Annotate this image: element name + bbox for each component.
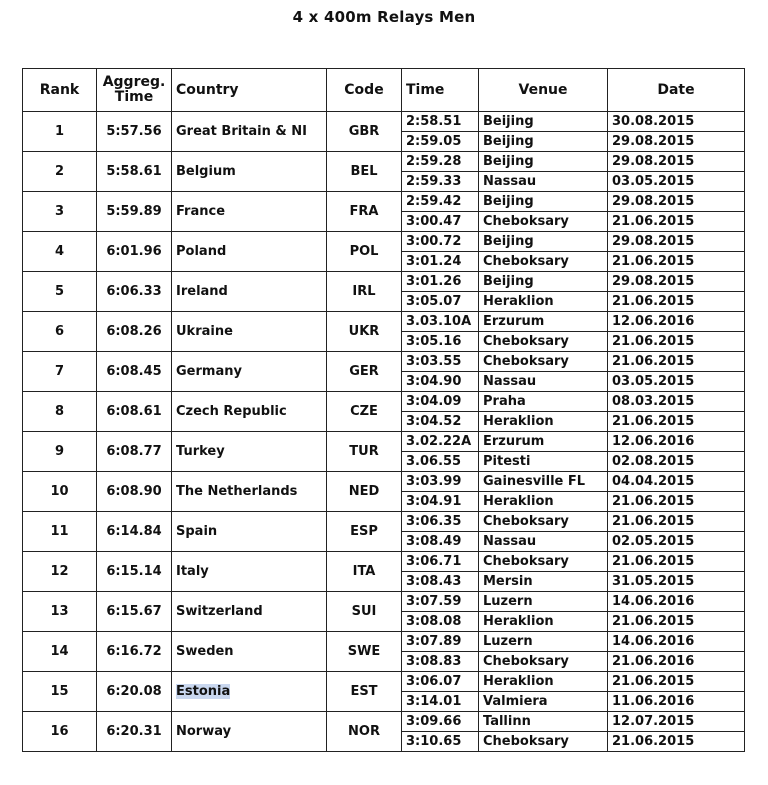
result-venue-cell: Cheboksary — [479, 352, 608, 372]
code-cell: CZE — [327, 392, 402, 432]
result-venue-cell: Cheboksary — [479, 552, 608, 572]
code-cell: FRA — [327, 192, 402, 232]
aggreg-time-cell: 6:08.90 — [97, 472, 172, 512]
table-row — [23, 432, 745, 452]
result-time-cell: 3:05.07 — [402, 292, 479, 312]
code-cell: SUI — [327, 592, 402, 632]
result-date-cell: 21.06.2015 — [608, 612, 745, 632]
rank-cell: 7 — [23, 352, 97, 392]
header-aggreg-time — [97, 69, 172, 112]
rank-cell: 3 — [23, 192, 97, 232]
header-aggreg-line1: Aggreg. — [102, 74, 166, 90]
aggreg-time-cell: 6:08.26 — [97, 312, 172, 352]
code-cell: IRL — [327, 272, 402, 312]
country-name: Belgium — [176, 164, 236, 179]
code-cell: SWE — [327, 632, 402, 672]
table-row — [23, 512, 745, 532]
result-venue-cell: Cheboksary — [479, 332, 608, 352]
result-venue-cell: Beijing — [479, 272, 608, 292]
result-venue-cell: Mersin — [479, 572, 608, 592]
result-date-cell: 08.03.2015 — [608, 392, 745, 412]
country-cell — [172, 512, 327, 552]
table-row — [23, 632, 745, 652]
result-venue-cell: Erzurum — [479, 432, 608, 452]
result-time-cell: 3:08.49 — [402, 532, 479, 552]
country-name: Estonia — [176, 684, 231, 699]
result-venue-cell: Erzurum — [479, 312, 608, 332]
result-date-cell: 21.06.2015 — [608, 512, 745, 532]
rank-cell: 2 — [23, 152, 97, 192]
country-name: Sweden — [176, 644, 234, 659]
result-venue-cell: Heraklion — [479, 612, 608, 632]
result-time-cell: 2:59.42 — [402, 192, 479, 212]
aggreg-time-cell: 6:01.96 — [97, 232, 172, 272]
result-venue-cell: Cheboksary — [479, 652, 608, 672]
country-cell — [172, 712, 327, 752]
code-cell: TUR — [327, 432, 402, 472]
rank-cell: 6 — [23, 312, 97, 352]
country-name: Italy — [176, 564, 209, 579]
table-row — [23, 232, 745, 252]
result-venue-cell: Nassau — [479, 372, 608, 392]
result-date-cell: 14.06.2016 — [608, 632, 745, 652]
result-date-cell: 14.06.2016 — [608, 592, 745, 612]
result-venue-cell: Pitesti — [479, 452, 608, 472]
code-cell: BEL — [327, 152, 402, 192]
table-row — [23, 592, 745, 612]
country-name: France — [176, 204, 226, 219]
result-time-cell: 2:59.05 — [402, 132, 479, 152]
rank-cell: 12 — [23, 552, 97, 592]
result-venue-cell: Heraklion — [479, 292, 608, 312]
code-cell: NED — [327, 472, 402, 512]
country-name: Turkey — [176, 444, 225, 459]
table-row — [23, 192, 745, 212]
country-cell — [172, 352, 327, 392]
country-cell — [172, 272, 327, 312]
result-date-cell: 21.06.2015 — [608, 672, 745, 692]
code-cell: ITA — [327, 552, 402, 592]
aggreg-time-cell: 5:57.56 — [97, 112, 172, 152]
result-date-cell: 21.06.2015 — [608, 332, 745, 352]
result-date-cell: 04.04.2015 — [608, 472, 745, 492]
result-date-cell: 29.08.2015 — [608, 272, 745, 292]
result-date-cell: 29.08.2015 — [608, 152, 745, 172]
result-time-cell: 3:06.35 — [402, 512, 479, 532]
result-venue-cell: Nassau — [479, 172, 608, 192]
aggreg-time-cell: 6:08.77 — [97, 432, 172, 472]
result-time-cell: 2:59.28 — [402, 152, 479, 172]
rank-cell: 15 — [23, 672, 97, 712]
rank-cell: 9 — [23, 432, 97, 472]
result-venue-cell: Luzern — [479, 592, 608, 612]
header-code: Code — [327, 69, 402, 112]
result-time-cell: 3:05.16 — [402, 332, 479, 352]
result-time-cell: 3:07.59 — [402, 592, 479, 612]
aggreg-time-cell: 6:20.08 — [97, 672, 172, 712]
result-venue-cell: Heraklion — [479, 492, 608, 512]
table-body — [23, 112, 745, 752]
country-cell — [172, 112, 327, 152]
result-time-cell: 3:08.83 — [402, 652, 479, 672]
result-venue-cell: Beijing — [479, 132, 608, 152]
country-name: Poland — [176, 244, 227, 259]
rank-cell: 14 — [23, 632, 97, 672]
country-cell — [172, 152, 327, 192]
code-cell: POL — [327, 232, 402, 272]
result-date-cell: 02.08.2015 — [608, 452, 745, 472]
country-cell — [172, 312, 327, 352]
result-venue-cell: Cheboksary — [479, 512, 608, 532]
result-date-cell: 02.05.2015 — [608, 532, 745, 552]
result-time-cell: 3.02.22A — [402, 432, 479, 452]
table-row — [23, 152, 745, 172]
aggreg-time-cell: 6:15.67 — [97, 592, 172, 632]
result-date-cell: 12.07.2015 — [608, 712, 745, 732]
result-venue-cell: Valmiera — [479, 692, 608, 712]
result-venue-cell: Heraklion — [479, 672, 608, 692]
result-date-cell: 29.08.2015 — [608, 132, 745, 152]
result-date-cell: 21.06.2015 — [608, 732, 745, 752]
table-row — [23, 352, 745, 372]
result-venue-cell: Beijing — [479, 112, 608, 132]
result-time-cell: 3:14.01 — [402, 692, 479, 712]
aggreg-time-cell: 5:58.61 — [97, 152, 172, 192]
aggreg-time-cell: 6:14.84 — [97, 512, 172, 552]
country-cell — [172, 552, 327, 592]
table-row — [23, 712, 745, 732]
result-time-cell: 3.03.10A — [402, 312, 479, 332]
code-cell: ESP — [327, 512, 402, 552]
table-row — [23, 392, 745, 412]
country-name: Ireland — [176, 284, 228, 299]
result-date-cell: 21.06.2016 — [608, 652, 745, 672]
header-row — [23, 69, 745, 112]
country-name: Czech Republic — [176, 404, 287, 419]
result-venue-cell: Heraklion — [479, 412, 608, 432]
result-date-cell: 21.06.2015 — [608, 292, 745, 312]
country-cell — [172, 632, 327, 672]
table-row — [23, 112, 745, 132]
header-venue: Venue — [479, 69, 608, 112]
aggreg-time-cell: 5:59.89 — [97, 192, 172, 232]
result-time-cell: 3:08.43 — [402, 572, 479, 592]
aggreg-time-cell: 6:08.45 — [97, 352, 172, 392]
header-rank: Rank — [23, 69, 97, 112]
table-row — [23, 472, 745, 492]
result-date-cell: 03.05.2015 — [608, 372, 745, 392]
relays-table — [22, 68, 745, 752]
aggreg-time-cell: 6:06.33 — [97, 272, 172, 312]
rank-cell: 8 — [23, 392, 97, 432]
result-venue-cell: Praha — [479, 392, 608, 412]
result-date-cell: 21.06.2015 — [608, 412, 745, 432]
rank-cell: 4 — [23, 232, 97, 272]
result-venue-cell: Cheboksary — [479, 732, 608, 752]
rank-cell: 1 — [23, 112, 97, 152]
aggreg-time-cell: 6:15.14 — [97, 552, 172, 592]
result-date-cell: 21.06.2015 — [608, 252, 745, 272]
result-venue-cell: Beijing — [479, 232, 608, 252]
rank-cell: 10 — [23, 472, 97, 512]
country-name: Switzerland — [176, 604, 263, 619]
result-time-cell: 2:59.33 — [402, 172, 479, 192]
result-venue-cell: Beijing — [479, 192, 608, 212]
rank-cell: 16 — [23, 712, 97, 752]
header-time: Time — [402, 69, 479, 112]
table-row — [23, 552, 745, 572]
result-time-cell: 3.06.55 — [402, 452, 479, 472]
result-date-cell: 21.06.2015 — [608, 212, 745, 232]
country-cell — [172, 472, 327, 512]
result-time-cell: 3:01.26 — [402, 272, 479, 292]
aggreg-time-cell: 6:08.61 — [97, 392, 172, 432]
country-cell — [172, 592, 327, 632]
result-time-cell: 3:01.24 — [402, 252, 479, 272]
header-country: Country — [172, 69, 327, 112]
result-time-cell: 3:09.66 — [402, 712, 479, 732]
result-venue-cell: Gainesville FL — [479, 472, 608, 492]
result-venue-cell: Nassau — [479, 532, 608, 552]
rank-cell: 11 — [23, 512, 97, 552]
country-name: Ukraine — [176, 324, 233, 339]
result-time-cell: 3:07.89 — [402, 632, 479, 652]
country-name: Norway — [176, 724, 232, 739]
result-date-cell: 21.06.2015 — [608, 492, 745, 512]
page-title: 4 x 400m Relays Men — [292, 8, 476, 26]
rank-cell: 5 — [23, 272, 97, 312]
code-cell: GER — [327, 352, 402, 392]
aggreg-time-cell: 6:16.72 — [97, 632, 172, 672]
result-date-cell: 11.06.2016 — [608, 692, 745, 712]
result-date-cell: 29.08.2015 — [608, 192, 745, 212]
result-venue-cell: Cheboksary — [479, 212, 608, 232]
table-row — [23, 672, 745, 692]
country-name: The Netherlands — [176, 484, 298, 499]
code-cell: NOR — [327, 712, 402, 752]
country-cell — [172, 232, 327, 272]
code-cell: UKR — [327, 312, 402, 352]
result-venue-cell: Beijing — [479, 152, 608, 172]
result-time-cell: 3:03.99 — [402, 472, 479, 492]
country-name: Germany — [176, 364, 242, 379]
result-venue-cell: Tallinn — [479, 712, 608, 732]
country-cell — [172, 432, 327, 472]
result-time-cell: 3:00.47 — [402, 212, 479, 232]
country-cell — [172, 192, 327, 232]
result-time-cell: 3:04.09 — [402, 392, 479, 412]
code-cell: EST — [327, 672, 402, 712]
result-time-cell: 3:10.65 — [402, 732, 479, 752]
result-date-cell: 03.05.2015 — [608, 172, 745, 192]
country-cell — [172, 672, 327, 712]
result-date-cell: 21.06.2015 — [608, 352, 745, 372]
result-date-cell: 12.06.2016 — [608, 432, 745, 452]
result-time-cell: 3:03.55 — [402, 352, 479, 372]
result-time-cell: 3:00.72 — [402, 232, 479, 252]
country-name: Spain — [176, 524, 218, 539]
result-time-cell: 3:04.52 — [402, 412, 479, 432]
table-row — [23, 272, 745, 292]
result-time-cell: 2:58.51 — [402, 112, 479, 132]
result-date-cell: 30.08.2015 — [608, 112, 745, 132]
result-time-cell: 3:06.71 — [402, 552, 479, 572]
header-date: Date — [608, 69, 745, 112]
result-time-cell: 3:04.91 — [402, 492, 479, 512]
result-date-cell: 29.08.2015 — [608, 232, 745, 252]
result-time-cell: 3:06.07 — [402, 672, 479, 692]
result-venue-cell: Luzern — [479, 632, 608, 652]
result-date-cell: 12.06.2016 — [608, 312, 745, 332]
header-aggreg-line2: Time — [114, 89, 154, 105]
table-row — [23, 312, 745, 332]
country-cell — [172, 392, 327, 432]
result-time-cell: 3:04.90 — [402, 372, 479, 392]
result-date-cell: 21.06.2015 — [608, 552, 745, 572]
result-date-cell: 31.05.2015 — [608, 572, 745, 592]
code-cell: GBR — [327, 112, 402, 152]
result-venue-cell: Cheboksary — [479, 252, 608, 272]
aggreg-time-cell: 6:20.31 — [97, 712, 172, 752]
result-time-cell: 3:08.08 — [402, 612, 479, 632]
rank-cell: 13 — [23, 592, 97, 632]
country-name: Great Britain & NI — [176, 124, 307, 139]
